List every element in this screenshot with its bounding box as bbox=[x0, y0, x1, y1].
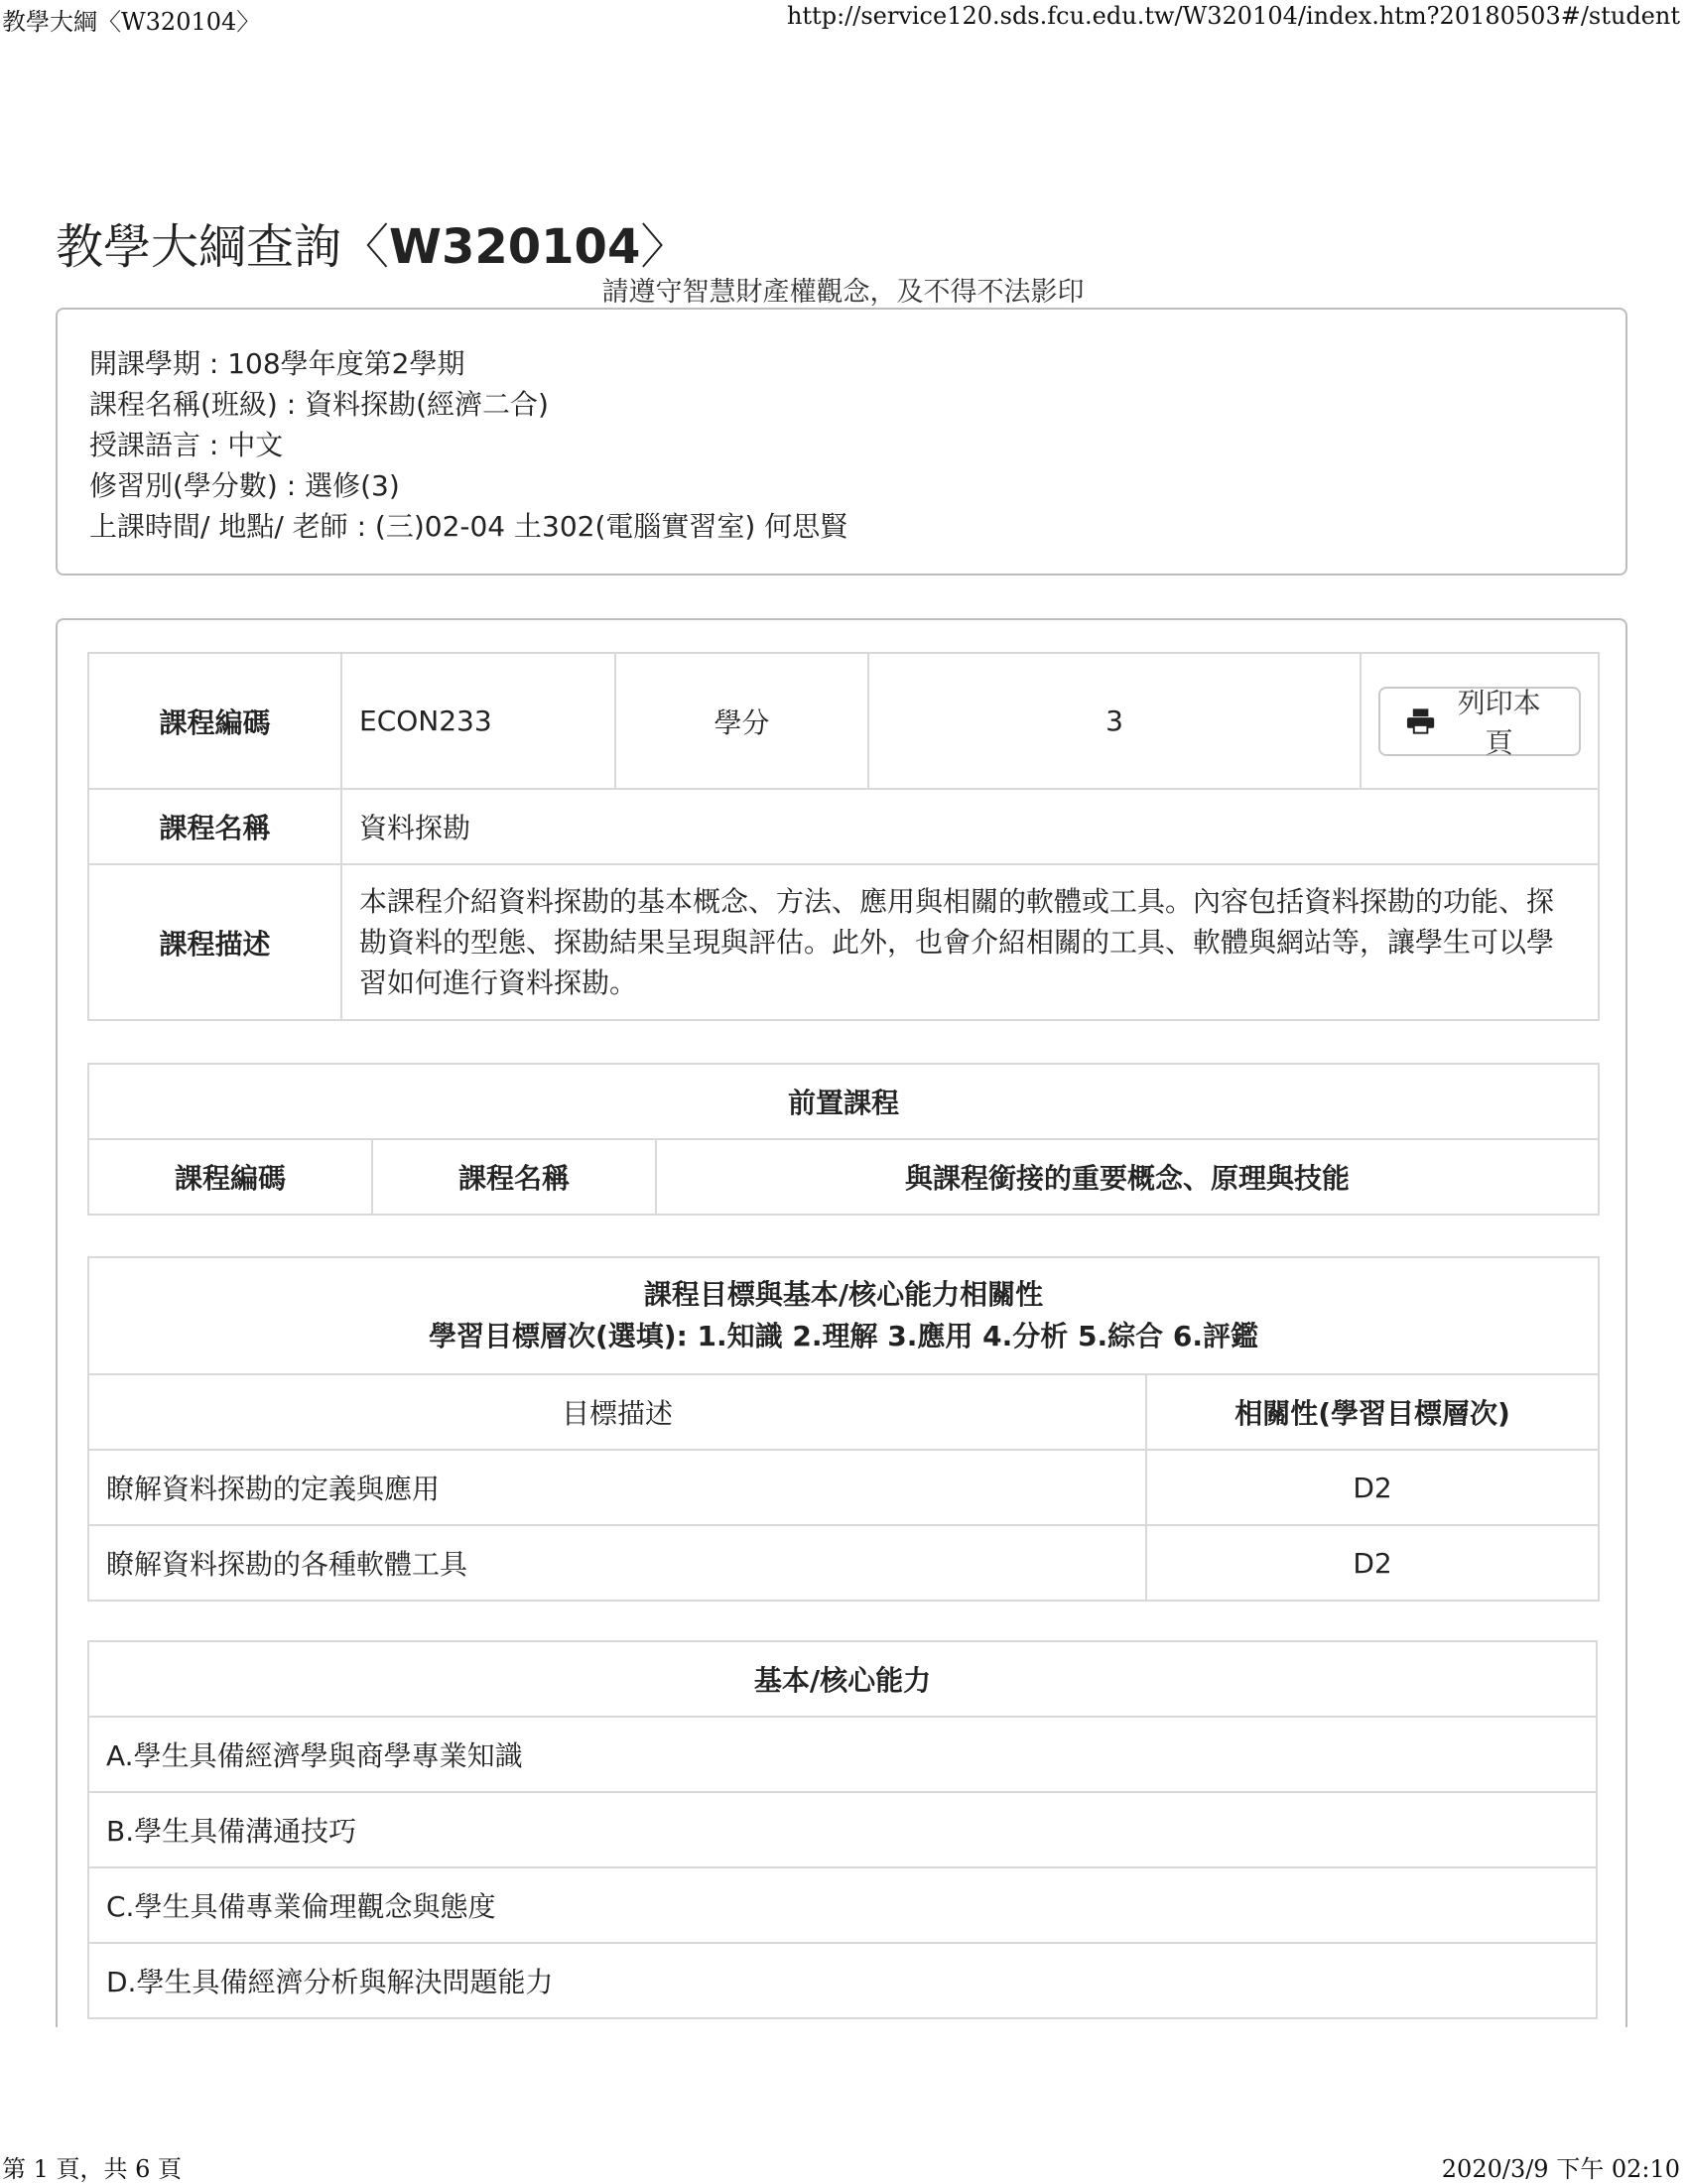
course-desc-label: 課程描述 bbox=[88, 864, 341, 1020]
table-row bbox=[88, 1943, 1597, 2018]
objective-desc: 瞭解資料探勘的各種軟體工具 bbox=[88, 1525, 1146, 1601]
print-timestamp: 2020/3/9 下午 02:10 bbox=[1441, 2155, 1680, 2183]
prereq-heading: 前置課程 bbox=[88, 1064, 1599, 1139]
table-row bbox=[88, 789, 1599, 864]
page-title-code: W320104 bbox=[389, 219, 641, 275]
table-row bbox=[88, 864, 1599, 1020]
competencies-table bbox=[87, 1640, 1598, 2019]
table-row bbox=[88, 1257, 1599, 1374]
credit-value: 3 bbox=[868, 653, 1361, 789]
info-course-name: 課程名稱(班級) : 資料探勘(經濟二合) bbox=[89, 388, 549, 421]
course-basic-table bbox=[87, 652, 1600, 1021]
syllabus-panel bbox=[56, 618, 1627, 2027]
objectives-col-level: 相關性(學習目標層次) bbox=[1146, 1374, 1599, 1450]
page-title-prefix: 教學大綱查詢〈 bbox=[56, 219, 390, 275]
print-header bbox=[0, 0, 1688, 36]
print-header-title: 教學大綱〈W320104〉 bbox=[2, 8, 261, 36]
course-info-panel bbox=[56, 308, 1627, 576]
objectives-heading bbox=[88, 1257, 1599, 1374]
objectives-heading-line2: 學習目標層次(選填): 1.知識 2.理解 3.應用 4.分析 5.綜合 6.評鑑 bbox=[429, 1320, 1258, 1352]
prereq-col-code: 課程編碼 bbox=[88, 1139, 372, 1215]
credit-label: 學分 bbox=[615, 653, 868, 789]
objectives-table bbox=[87, 1256, 1600, 1602]
objectives-col-desc: 目標描述 bbox=[88, 1374, 1146, 1450]
course-name-value: 資料探勘 bbox=[341, 789, 1599, 864]
course-code-label: 課程編碼 bbox=[88, 653, 341, 789]
competency-item: A.學生具備經濟學與商學專業知識 bbox=[88, 1717, 1597, 1792]
page-title-suffix: 〉 bbox=[640, 219, 689, 275]
course-name-label: 課程名稱 bbox=[88, 789, 341, 864]
objectives-heading-line1: 課程目標與基本/核心能力相關性 bbox=[643, 1278, 1044, 1311]
print-header-url: http://service120.sds.fcu.edu.tw/W320104/index.htm?20180503#/student bbox=[786, 2, 1680, 30]
page-title bbox=[56, 208, 688, 277]
competency-item: C.學生具備專業倫理觀念與態度 bbox=[88, 1867, 1597, 1943]
info-semester: 開課學期 : 108學年度第2學期 bbox=[89, 347, 465, 380]
table-row bbox=[88, 1450, 1599, 1525]
competencies-heading: 基本/核心能力 bbox=[88, 1641, 1597, 1717]
table-row bbox=[88, 1064, 1599, 1139]
info-schedule: 上課時間/ 地點/ 老師 : (三)02-04 土302(電腦實習室) 何思賢 bbox=[89, 510, 848, 543]
table-row bbox=[88, 1139, 1599, 1215]
table-row bbox=[88, 1792, 1597, 1867]
prereq-col-concept: 與課程銜接的重要概念、原理與技能 bbox=[656, 1139, 1599, 1215]
objective-level: D2 bbox=[1146, 1450, 1599, 1525]
print-cell bbox=[1361, 653, 1599, 789]
competency-item: B.學生具備溝通技巧 bbox=[88, 1792, 1597, 1867]
table-row bbox=[88, 1374, 1599, 1450]
course-desc-value: 本課程介紹資料探勘的基本概念、方法、應用與相關的軟體或工具。內容包括資料探勘的功能、探勘資料的型態、探勘結果呈現與評估。此外，也會介紹相關的工具、軟體與網站等，讓學生可以學習如何進行資料探勘。 bbox=[341, 864, 1599, 1020]
table-row bbox=[88, 1525, 1599, 1601]
printer-icon bbox=[1406, 707, 1435, 735]
table-row bbox=[88, 1717, 1597, 1792]
prereq-col-name: 課程名稱 bbox=[372, 1139, 656, 1215]
print-button-label: 列印本頁 bbox=[1457, 686, 1541, 759]
table-row bbox=[88, 1867, 1597, 1943]
page-counter: 第 1 頁，共 6 頁 bbox=[2, 2155, 183, 2183]
objective-level: D2 bbox=[1146, 1525, 1599, 1601]
print-footer bbox=[0, 2143, 1688, 2183]
table-row bbox=[88, 1641, 1597, 1717]
objective-desc: 瞭解資料探勘的定義與應用 bbox=[88, 1450, 1146, 1525]
prerequisite-table bbox=[87, 1063, 1600, 1216]
info-course-type: 修習別(學分數) : 選修(3) bbox=[89, 469, 400, 502]
print-button[interactable] bbox=[1378, 686, 1581, 759]
copyright-notice: 請遵守智慧財產權觀念，及不得不法影印 bbox=[601, 277, 1085, 308]
course-code-value: ECON233 bbox=[341, 653, 615, 789]
competency-item: D.學生具備經濟分析與解決問題能力 bbox=[88, 1943, 1597, 2018]
table-row bbox=[88, 653, 1599, 789]
info-language: 授課語言 : 中文 bbox=[89, 429, 284, 461]
